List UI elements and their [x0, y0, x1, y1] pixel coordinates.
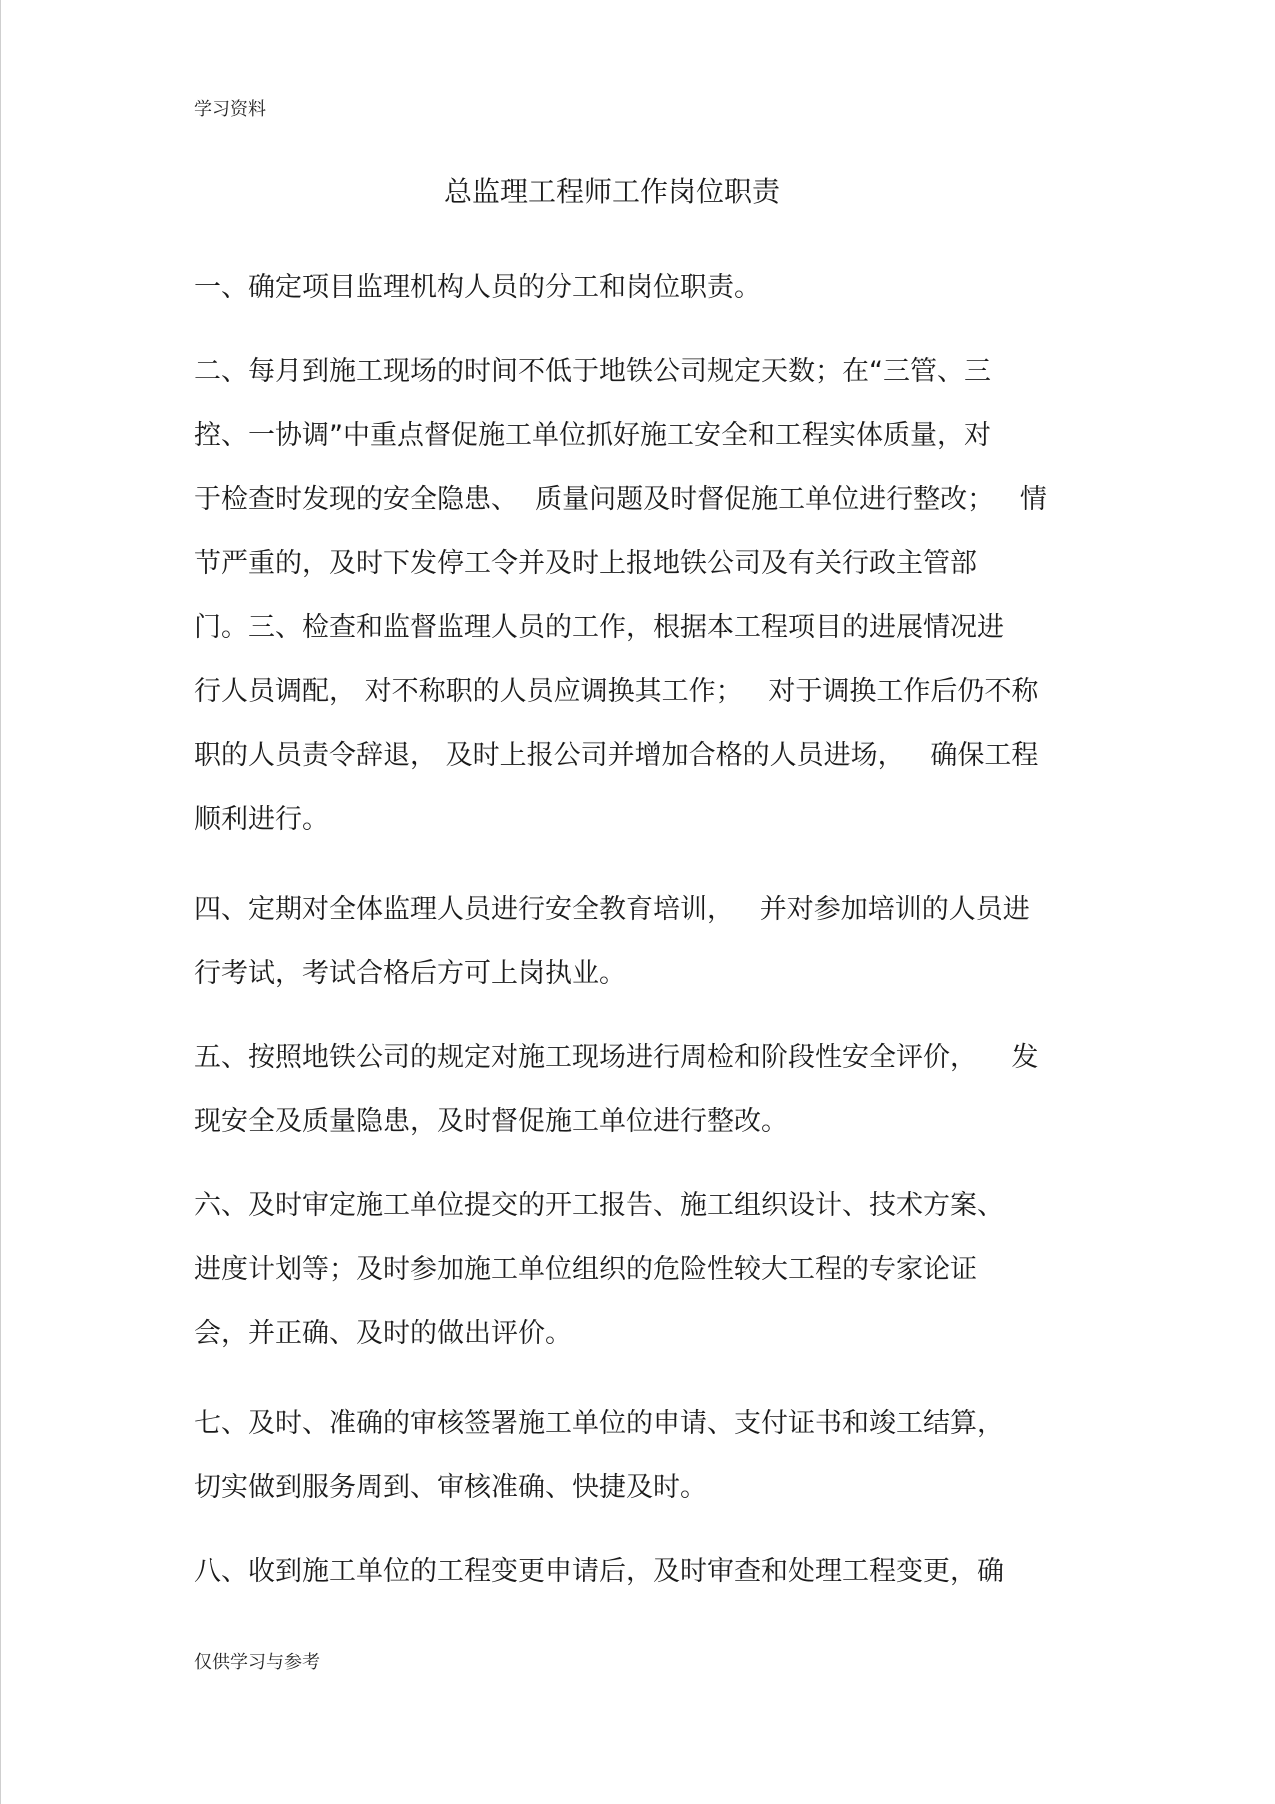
- body-line-5: 节严重的，及时下发停工令并及时上报地铁公司及有关行政主管部: [194, 548, 977, 579]
- page-header: 学习资料: [194, 99, 266, 120]
- body-line-13: 现安全及质量隐患，及时督促施工单位进行整改。: [194, 1106, 788, 1137]
- body-line-9: 顺利进行。: [194, 804, 329, 835]
- body-line-15: 进度计划等；及时参加施工单位组织的危险性较大工程的专家论证: [194, 1254, 977, 1285]
- body-line-1: 一、确定项目监理机构人员的分工和岗位职责。: [194, 272, 761, 303]
- body-line-11: 行考试，考试合格后方可上岗执业。: [194, 958, 626, 989]
- body-line-18: 切实做到服务周到、审核准确、快捷及时。: [194, 1472, 707, 1503]
- body-line-4: 于检查时发现的安全隐患、 质量问题及时督促施工单位进行整改； 情: [194, 484, 1047, 515]
- document-title: 总监理工程师工作岗位职责: [443, 175, 780, 208]
- body-line-12: 五、按照地铁公司的规定对施工现场进行周检和阶段性安全评价， 发: [194, 1042, 1039, 1073]
- body-line-17: 七、及时、准确的审核签署施工单位的申请、支付证书和竣工结算，: [194, 1408, 1004, 1439]
- body-line-19: 八、收到施工单位的工程变更申请后，及时审查和处理工程变更，确: [194, 1556, 1004, 1587]
- body-line-3: 控、一协调”中重点督促施工单位抓好施工安全和工程实体质量，对: [194, 420, 991, 451]
- body-line-2: 二、每月到施工现场的时间不低于地铁公司规定天数；在“三管、三: [194, 356, 991, 387]
- body-line-8: 职的人员责令辞退， 及时上报公司并增加合格的人员进场， 确保工程: [194, 740, 1039, 771]
- body-line-6: 门。三、检查和监督监理人员的工作，根据本工程项目的进展情况进: [194, 612, 1004, 643]
- page-footer: 仅供学习与参考: [194, 1652, 320, 1673]
- body-line-16: 会，并正确、及时的做出评价。: [194, 1318, 572, 1349]
- body-line-14: 六、及时审定施工单位提交的开工报告、施工组织设计、技术方案、: [194, 1190, 1004, 1221]
- body-line-7: 行人员调配， 对不称职的人员应调换其工作； 对于调换工作后仍不称: [194, 676, 1039, 707]
- body-line-10: 四、定期对全体监理人员进行安全教育培训， 并对参加培训的人员进: [194, 894, 1030, 925]
